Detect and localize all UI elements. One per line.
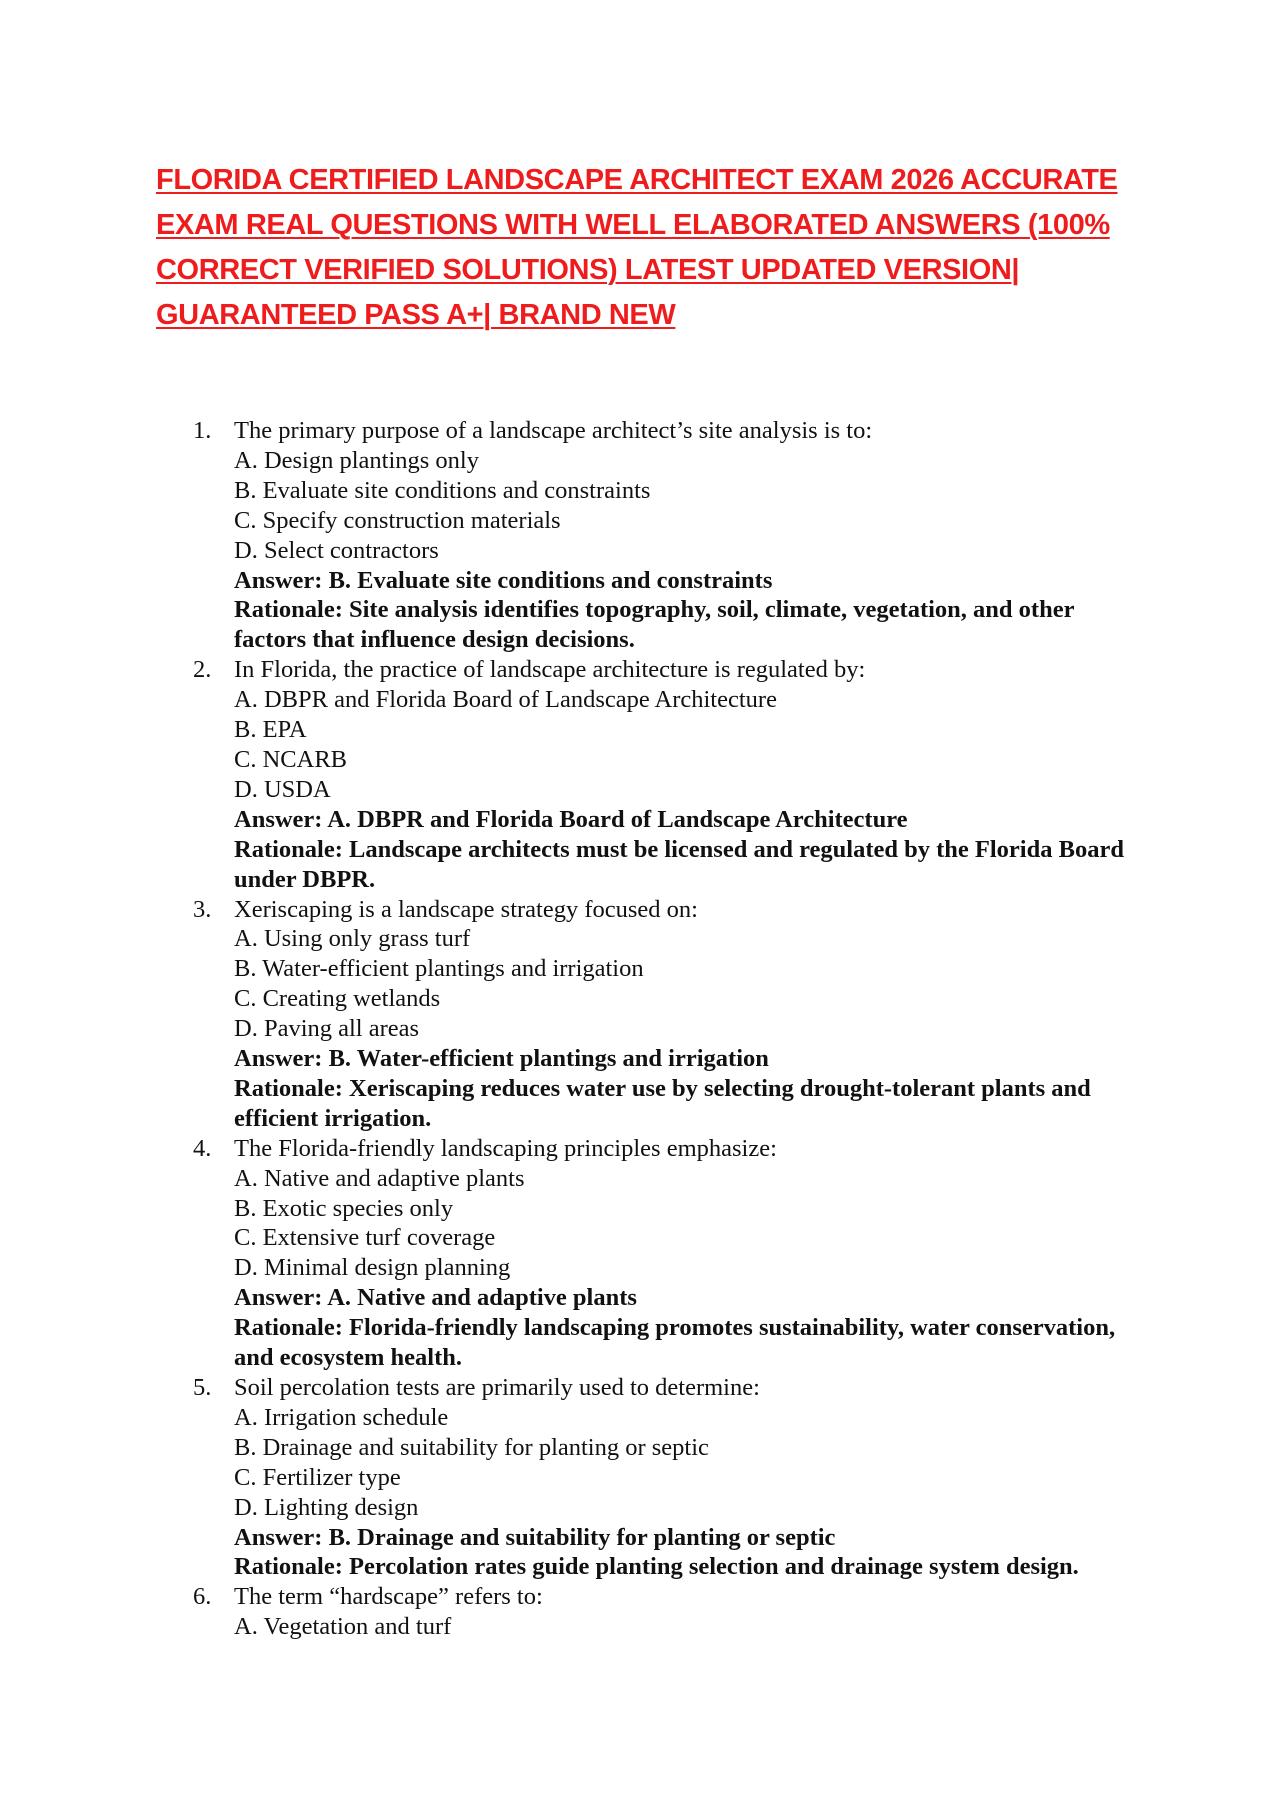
- option: A. Using only grass turf: [234, 925, 471, 953]
- option: B. Drainage and suitability for planting or septic: [234, 1433, 709, 1461]
- question-text: The primary purpose of a landscape architect’s site analysis is to:: [234, 417, 873, 444]
- option: C. Extensive turf coverage: [234, 1224, 496, 1252]
- question-number: 3.: [193, 895, 212, 923]
- option: B. Exotic species only: [234, 1194, 454, 1222]
- question-item: [0, 655, 1280, 894]
- option: A. Irrigation schedule: [234, 1403, 449, 1431]
- question-text: Xeriscaping is a landscape strategy focused on:: [234, 895, 698, 923]
- option: B. EPA: [234, 716, 307, 744]
- question-text: In Florida, the practice of landscape architecture is regulated by:: [234, 656, 866, 684]
- title-line: CORRECT VERIFIED SOLUTIONS) LATEST UPDATED VERSION|: [156, 254, 1020, 286]
- option: D. USDA: [234, 775, 331, 803]
- question-number: 6.: [193, 1583, 212, 1611]
- rationale: Rationale: Landscape architects must be licensed and regulated by the Florida Board under DBPR.: [234, 835, 1124, 893]
- rationale: Rationale: Xeriscaping reduces water use by selecting drought-tolerant plants and efficient irrigation.: [234, 1074, 1091, 1132]
- answer: Answer: A. Native and adaptive plants: [234, 1284, 637, 1312]
- option: A. DBPR and Florida Board of Landscape Architecture: [234, 686, 777, 714]
- question-item: [0, 416, 1280, 655]
- answer: Answer: B. Evaluate site conditions and constraints: [234, 566, 773, 594]
- option: A. Native and adaptive plants: [234, 1164, 525, 1192]
- question-number: 2.: [193, 656, 212, 684]
- option: B. Evaluate site conditions and constraints: [234, 476, 651, 504]
- question-number: 1.: [193, 417, 212, 444]
- rationale: Rationale: Site analysis identifies topography, soil, climate, vegetation, and other factors that influence design decisions.: [234, 596, 1075, 654]
- option: C. Specify construction materials: [234, 506, 561, 534]
- answer: Answer: A. DBPR and Florida Board of Landscape Architecture: [234, 805, 908, 833]
- option: C. Fertilizer type: [234, 1463, 401, 1491]
- option: C. Creating wetlands: [234, 985, 441, 1013]
- option: D. Select contractors: [234, 536, 439, 564]
- answer: Answer: B. Drainage and suitability for planting or septic: [234, 1523, 836, 1551]
- question-text: The Florida-friendly landscaping principles emphasize:: [234, 1134, 777, 1162]
- question-item: [0, 1373, 1280, 1582]
- title-line: GUARANTEED PASS A+| BRAND NEW: [156, 299, 676, 331]
- rationale: Rationale: Florida-friendly landscaping promotes sustainability, water conservation, and ecosystem health.: [234, 1314, 1116, 1372]
- title-line: FLORIDA CERTIFIED LANDSCAPE ARCHITECT EXAM 2026 ACCURATE: [156, 164, 1118, 196]
- answer: Answer: B. Water-efficient plantings and irrigation: [234, 1045, 769, 1073]
- option: A. Vegetation and turf: [234, 1613, 452, 1641]
- option: D. Lighting design: [234, 1493, 419, 1521]
- question-list: [0, 416, 1280, 1642]
- option: A. Design plantings only: [234, 446, 479, 474]
- option: C. NCARB: [234, 745, 348, 773]
- option: B. Water-efficient plantings and irrigation: [234, 955, 644, 983]
- question-number: 5.: [193, 1374, 212, 1401]
- question-text: Soil percolation tests are primarily used to determine:: [234, 1374, 760, 1401]
- question-text: The term “hardscape” refers to:: [234, 1583, 543, 1611]
- option: D. Minimal design planning: [234, 1254, 511, 1282]
- question-item: [0, 895, 1280, 1134]
- question-number: 4.: [193, 1134, 212, 1162]
- option: D. Paving all areas: [234, 1015, 420, 1043]
- question-item: [0, 1134, 1280, 1373]
- question-item: [0, 1582, 1280, 1642]
- document-title: [156, 158, 1146, 338]
- title-line: EXAM REAL QUESTIONS WITH WELL ELABORATED ANSWERS (100%: [156, 209, 1110, 241]
- rationale: Rationale: Percolation rates guide planting selection and drainage system design.: [234, 1553, 1079, 1581]
